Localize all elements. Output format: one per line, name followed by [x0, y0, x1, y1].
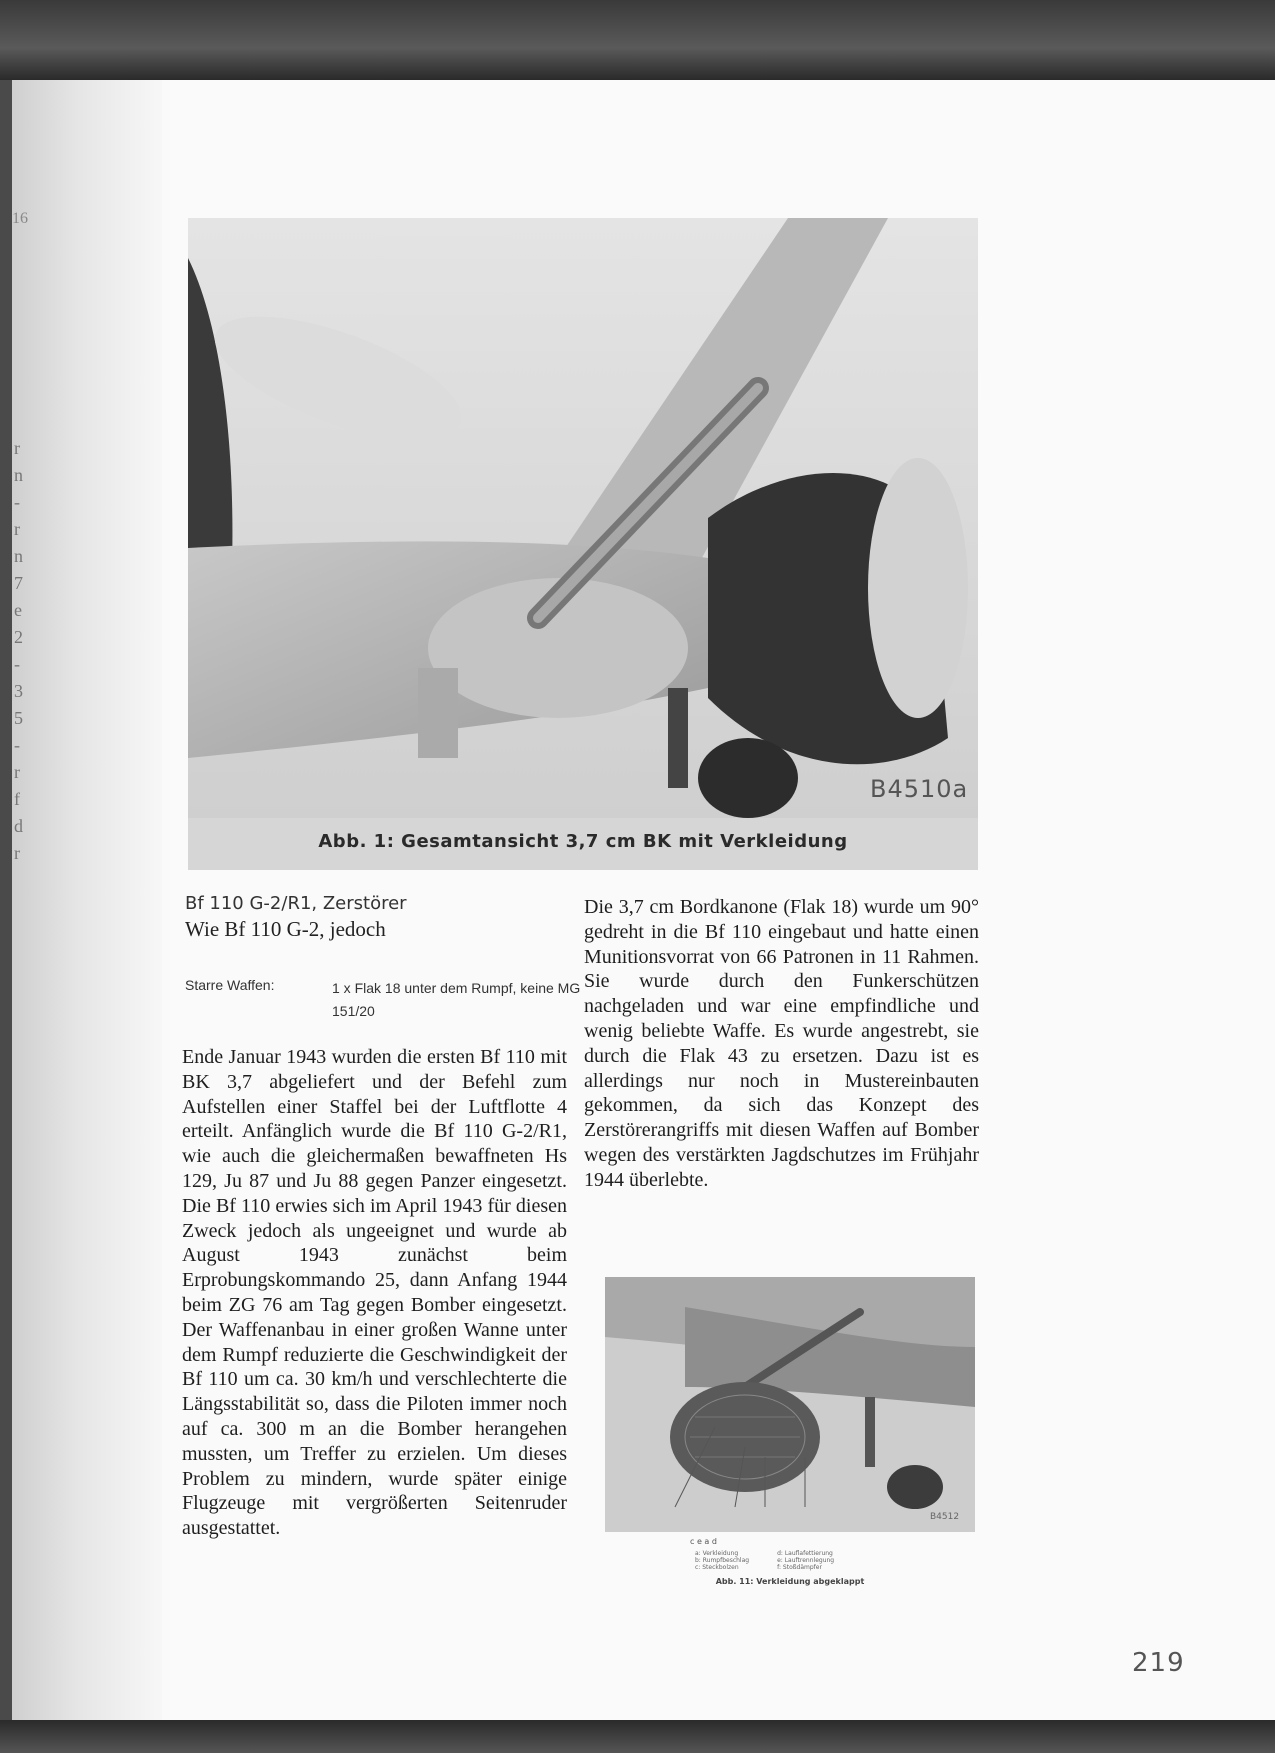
body-text-right-column [584, 895, 979, 1193]
facing-page-number: 16 [12, 210, 28, 227]
margin-letter: d [14, 816, 23, 836]
margin-letter: f [14, 789, 20, 809]
legend-item: d: Lauflafettierung [777, 1550, 833, 1557]
margin-letter: 7 [14, 573, 23, 593]
figure-2-code: B4512 [930, 1512, 960, 1522]
margin-letter: e [14, 600, 22, 620]
model-subtitle: Wie Bf 110 G-2, jedoch [185, 917, 386, 941]
scanner-bottom-edge [0, 1720, 1275, 1753]
armament-value: 1 x Flak 18 unter dem Rumpf, keine MG 151/20 [332, 980, 581, 1019]
figure-2-legend-left [695, 1550, 749, 1571]
margin-letter: 2 [14, 627, 23, 647]
legend-item: c: Steckbolzen [695, 1564, 739, 1571]
margin-letter: - [14, 654, 20, 674]
armament-label: Starre Waffen: [185, 977, 275, 993]
figure-1-code: B4510a [870, 775, 969, 803]
legend-item: b: Rumpfbeschlag [695, 1557, 750, 1564]
margin-letter: 5 [14, 708, 23, 728]
body-paragraph-left: Ende Januar 1943 wurden die ersten Bf 110 mit BK 3,7 abgeliefert und der Befehl zum Aufstellen einer Staffel bei der Luftflotte 4 erteilt. Anfänglich wurde die Bf 110 G-2/R1, wie auch die gleichermaßen bewaffneten Hs 129, Ju 87 und Ju 88 gegen Panzer eingesetzt. Die Bf 110 erwies sich im April 1943 für diesen Zweck jedoch als ungeeignet und wurde ab August 1943 zunächst beim Erprobungskommando 25, dann Anfang 1944 beim ZG 76 am Tag gegen Bomber eingesetzt. Der Waffenanbau in einer großen Wanne unter dem Rumpf reduzierte die Geschwindigkeit der Bf 110 um ca. 30 km/h und verschlechterte die Längsstabilität so, dass die Piloten immer noch auf ca. 300 m an die Bomber herangehen mussten, um Treffer zu erzielen. Um dieses Problem zu mindern, wurde später einige Flugzeuge mit vergrößerten Seitenruder ausgestattet. [182, 1046, 567, 1540]
figure-1-caption: Abb. 1: Gesamtansicht 3,7 cm BK mit Verkleidung [318, 831, 848, 852]
legend-item: f: Stoßdämpfer [777, 1564, 822, 1571]
model-heading: Bf 110 G-2/R1, Zerstörer [185, 893, 407, 914]
scanner-top-edge [0, 0, 1275, 80]
margin-letter: n [14, 546, 23, 566]
margin-letter: r [14, 519, 20, 539]
figure-2-callout-letters: c e a d [690, 1537, 717, 1546]
figure-1-photo [188, 218, 978, 818]
margin-letter: r [14, 843, 20, 863]
body-paragraph-right: Die 3,7 cm Bordkanone (Flak 18) wurde um 90° gedreht in die Bf 110 eingebaut und hatte einen Munitionsvorrat von 66 Patronen in 11 Rahmen. Sie wurde durch den Funkerschützen nachgeladen und war eine empfindliche und wenig beliebte Waffe. Es wurde angestrebt, sie durch die Flak 43 zu ersetzen. Dazu ist es allerdings nur noch in Mustereinbauten gekommen, da sich das Konzept des Zerstörerangriffs mit diesen Waffen auf Bomber wegen des verstärkten Jagdschutzes im Frühjahr 1944 überlebte. [584, 896, 979, 1191]
margin-letter: - [14, 735, 20, 755]
legend-item: e: Lauftrennlegung [777, 1557, 835, 1564]
facing-page-text-fragments [14, 435, 28, 867]
margin-letter: r [14, 438, 20, 458]
page-gutter-shadow [12, 80, 162, 1720]
margin-letter: - [14, 492, 20, 512]
figure-2-legend [695, 1550, 834, 1571]
figure-2-legend-right [777, 1550, 834, 1571]
figure-2-caption: Abb. 11: Verkleidung abgeklappt [715, 1577, 865, 1586]
margin-letter: 3 [14, 681, 23, 701]
margin-letter: r [14, 762, 20, 782]
body-text-left-column [182, 1045, 567, 1541]
page-number: 219 [1132, 1648, 1185, 1678]
figure-2-photo [605, 1277, 975, 1532]
margin-letter: n [14, 465, 23, 485]
legend-item: a: Verkleidung [695, 1550, 739, 1557]
